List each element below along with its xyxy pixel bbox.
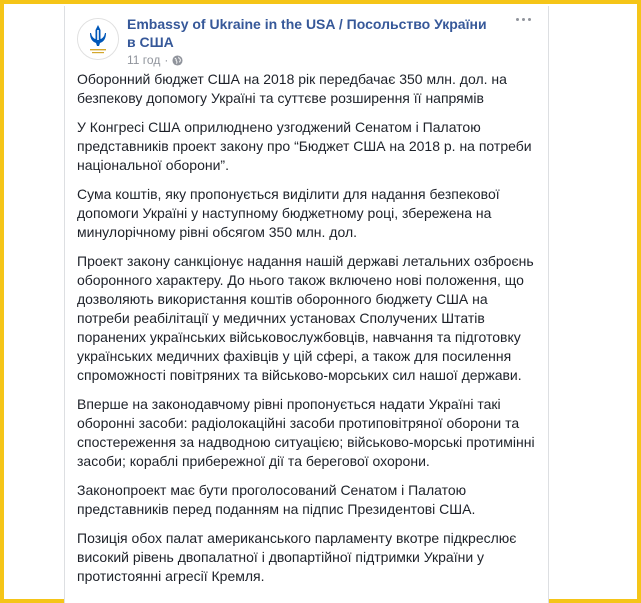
post-paragraph: Вперше на законодавчому рівні пропонується надати Україні такі оборонні засоби: радіолокаційні засоби протиповітряної оборони та спостереження за надводною ситуацією; військово-морські протимінні засоби; кораблі прибережної дії та берегової охорони. [77,396,535,469]
globe-icon[interactable] [172,55,183,66]
facebook-post [64,6,549,603]
coat-of-arms-icon [78,19,118,59]
post-paragraph: У Конгресі США оприлюднено узгоджений Сенатом і Палатою представників проект закону про “Бюджет США на 2018 р. на потреби національної оборони”. [77,119,532,173]
page-name-link[interactable]: Embassy of Ukraine in the USA / Посольство України в США [127,16,487,50]
post-paragraph: Позиція обох палат американського парламенту вкотре підкреслює високий рівень двопалатної і двопартійної підтримки України у протистоянні агресії Кремля. [77,530,517,584]
post-body [77,70,537,596]
more-options-icon[interactable] [512,12,534,26]
post-timestamp[interactable]: 11 год [127,53,161,67]
post-paragraph: Законопроект має бути проголосований Сенатом і Палатою представників перед поданням на підпис Президентові США. [77,482,476,517]
post-meta [127,53,183,67]
meta-separator: · [164,53,169,67]
page-avatar[interactable] [77,18,119,60]
post-header [65,6,548,68]
post-paragraph: Проект закону санкціонує надання нашій державі летальних озброєнь оборонного характеру. До нього також включено нові положення, що дозволяють використання коштів оборонного бюджету США на потреби реабілітації у медичних установах Сполучених Штатів поранених українських військовослужбовців, навчання та підготовку українських медичних фахівців у цій сфері, а також для посилення спроможності повітряних та військово-морських сил нашої держави. [77,253,534,383]
post-paragraph: Оборонний бюджет США на 2018 рік передбачає 350 млн. дол. на безпекову допомогу Україні та суттєве розширення її напрямів [77,71,507,106]
post-paragraph: Сума коштів, яку пропонується виділити для надання безпекової допомоги Україні у наступному бюджетному році, збережена на минулорічному рівні обсягом 350 млн. дол. [77,186,500,240]
